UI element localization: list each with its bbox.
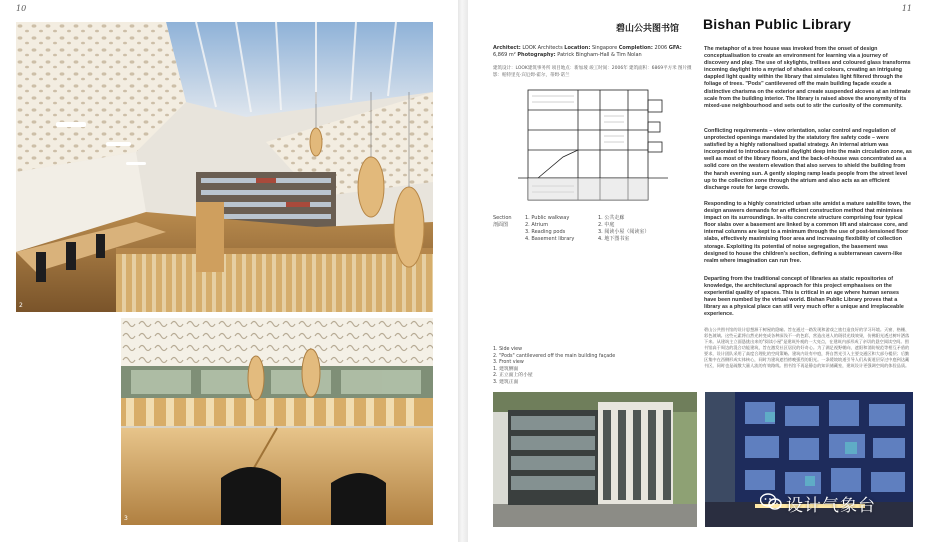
caption-item-cn: 1. 建筑侧面 <box>493 366 519 372</box>
wechat-icon <box>760 493 782 515</box>
completion-label: Completion: <box>618 45 653 51</box>
section-legend-en <box>525 215 574 243</box>
legend-item: 3. Reading pods <box>525 229 566 235</box>
caption-item: 3. Front view <box>493 360 524 366</box>
page-number-right: 11 <box>901 4 912 13</box>
page-number-left: 10 <box>16 4 27 13</box>
caption-item: 2. "Pods" cantilevered off the main building façade <box>493 353 616 359</box>
photo-library-interior <box>16 22 433 312</box>
completion-value: 2006 <box>654 45 668 51</box>
architect-label: Architect: <box>493 45 521 51</box>
section-label-en: Section <box>493 215 512 221</box>
title-chinese: 碧山公共图书馆 <box>616 24 680 34</box>
section-label <box>493 215 512 229</box>
photography-label: Photography: <box>517 52 556 58</box>
caption-item-cn: 2. 正立面上的小屋 <box>493 373 533 379</box>
caption-item-cn: 3. 建筑正面 <box>493 379 519 385</box>
legend-item-cn: 1. 公共走廊 <box>598 215 625 221</box>
photo-number-2: 2 <box>19 302 23 309</box>
watermark-text: 设计气象台 <box>786 496 876 516</box>
chinese-paragraph: 碧山公共图书馆的设计思想源于树屋的隐喻。旨在通过一路发现和游戏之旅打造良好的学习环境。天窗、格栅、彩色玻璃。这些元素将自然光转变成各种深浅不一的色彩，营造出迷人的斑驳光线效果，仿佛阳光透过树叶洒落下来。从建筑主立面悬挑出来的"阅读小屋"是建筑外观的一大亮点，在建筑内部形成了亲切的悬空阅读空间。图书馆高于周边的混合功能建筑，旨在激发社区居民的好奇心。为了满足视野朝向、遮阳和消防规范等相互矛盾的要求，设计团队采用了高度合理化的空间策略。建筑内设有中庭，将自然光引入主要交通区和大部分楼层；后勤区集中在西侧形成实体核心，同时为建筑遮挡傍晚强烈的阳光。一条缓坡坡道引导人们从街道层穿过中庭到达藏书区，同时也是疏散大量人流的有效路线。图书馆不再是静态的知识储藏室，建筑设计更强调空间的体验品质。 <box>704 327 910 368</box>
photo-side-view <box>493 392 697 527</box>
photo-number-3: 3 <box>124 515 128 522</box>
project-credits <box>493 45 693 59</box>
book-gutter <box>458 0 468 542</box>
caption-item: 1. Side view <box>493 347 523 352</box>
section-drawing <box>518 82 668 210</box>
project-credits-chinese: 建筑设计：LOOK建筑事务所 项目地点：新加坡 竣工时间：2006年 建筑面积：6869平方米 图片摄影：帕特里克·宾厄姆-霍尔，蒂姆·诺兰 <box>493 66 692 78</box>
watermark <box>760 491 876 516</box>
location-value: Singapore <box>591 45 618 51</box>
location-label: Location: <box>564 45 591 51</box>
section-label-cn: 剖面图 <box>493 222 509 228</box>
body-paragraph: The metaphor of a tree house was invoked from the onset of design conceptualisation to create an environment for learning via a journey of discovery and play. The use of skylights, trellises and coloured glass transforms incoming daylight into a myriad of shades and colours, creating an intriguing dappled light quality within the library that simulates light filtered through the foliage of trees. "Pods" cantilevered off the main building façade exude a distinctive charisma on the exterior and create suspended alcoves at an intimate scale from the building interior. The library is raised above the anonymity of its mixed-use neighbourhood and sets out to stir the curiosity of the community. <box>704 46 911 109</box>
body-paragraph: Departing from the traditional concept of libraries as static repositories of knowledge, the architectural approach for this project emphasises on the experiential quality of spaces. This is critical in an age where human senses have been numbed by the virtual world. Bishan Public Library proves that a library as a physical place can still very much offer a unique and irreplaceable experience. <box>704 276 904 318</box>
gfa-value: 6,869 m² <box>493 52 516 58</box>
photography-value: Patrick Bingham-Hall & Tim Nolan <box>557 52 642 58</box>
legend-item-cn: 3. 阅读小屋（阅读室） <box>598 229 650 235</box>
right-page <box>468 0 928 542</box>
photo-reading-area <box>121 318 433 525</box>
body-paragraph: Conflicting requirements – view orientation, solar control and regulation of unprotected openings mandated by the statutory fire safety code – were satisfied by a highly rationalised spatial strategy. An internal atrium was incorporated to introduce natural daylight deep into the main circulation zone, as well as most of the library floors, and the back-of-house was concentrated as a solid core on the western elevation that also serves to shield the building from the harsh evening sun. A gently sloping ramp leads people from the street level up to the collection zone through the atrium and also acts as an efficient discharge route for large crowds. <box>704 128 912 191</box>
architect-value: LOOK Architects <box>522 45 563 51</box>
left-page <box>0 0 458 542</box>
title-english: Bishan Public Library <box>703 16 852 32</box>
legend-item: 1. Public walkway <box>525 215 570 221</box>
legend-item-cn: 4. 地下图书室 <box>598 236 630 242</box>
legend-item-cn: 2. 中庭 <box>598 222 615 228</box>
body-paragraph: Responding to a highly constricted urban site amidst a mature satellite town, the design answers demands for an efficient construction method that minimises impact on its surroundings. In-situ concrete structure comprising four typical floor slabs over a basement are linked by a common lift and staircase core, and internal columns are kept to a minimum through the use of post-tensioned floor slabs, effectively maximising floor area and increasing flexibility of collection storage. Exploiting its potential of noise segregation, the basement was designed to house the children's section, defining a subterranean cavern-like realm where imagination can run free. <box>704 201 911 264</box>
legend-item: 4. Basement library <box>525 236 575 242</box>
section-legend-cn <box>598 215 649 243</box>
photo-captions <box>493 347 615 387</box>
legend-item: 2. Atrium <box>525 222 549 228</box>
gfa-label: GFA: <box>668 45 682 51</box>
